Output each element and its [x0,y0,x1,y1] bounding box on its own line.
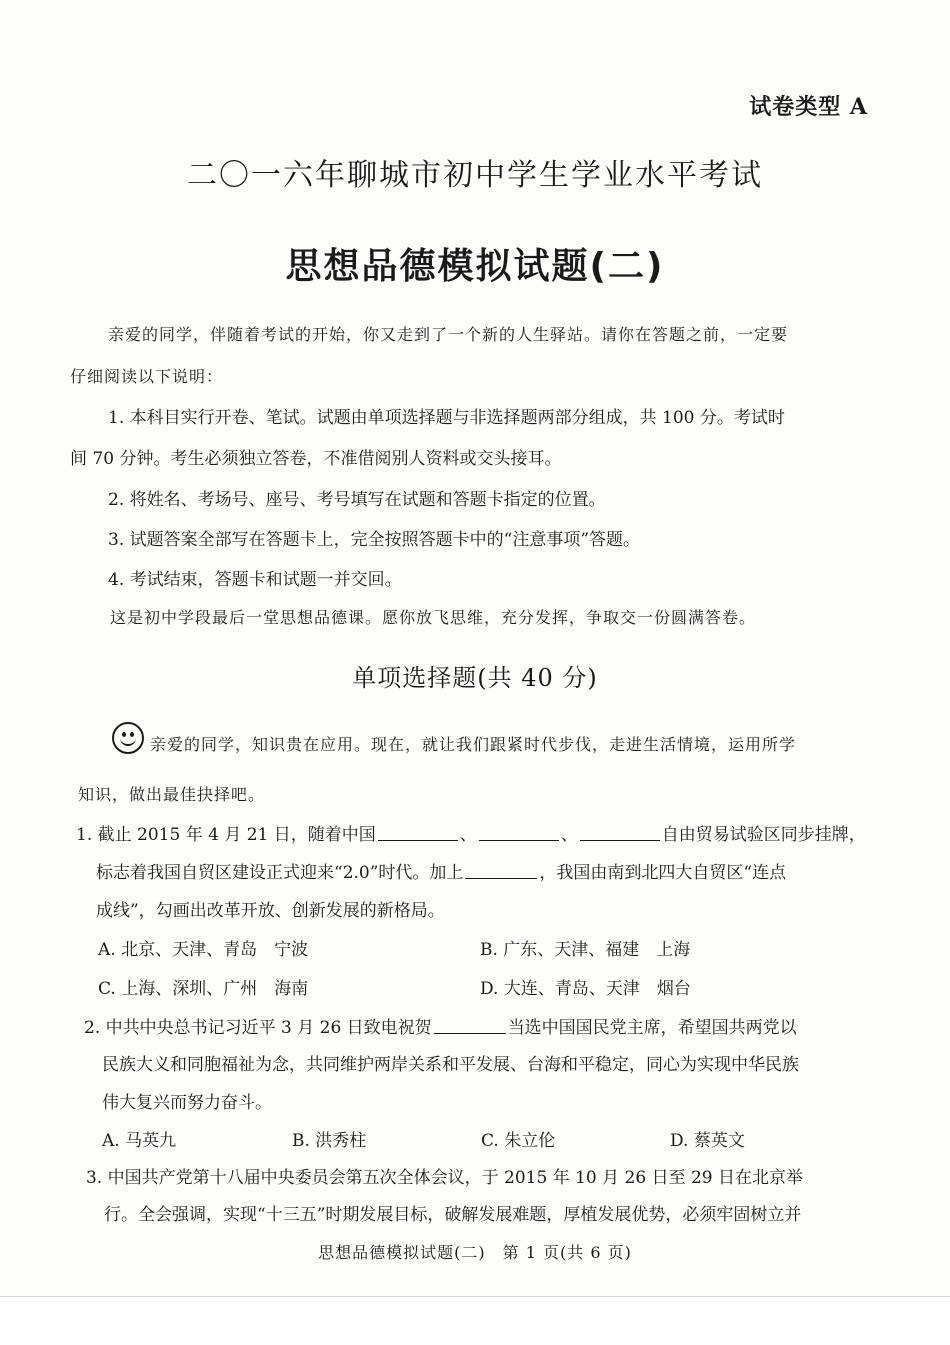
question-3-line-2: 行。全会强调，实现“十三五”时期发展目标，破解发展难题，厚植发展优势，必须牢固树立并 [104,1205,802,1225]
subject-title: 思想品德模拟试题(二) [285,246,665,287]
question-1-line-3: 成线”，勾画出改革开放、创新发展的新格局。 [96,901,445,921]
q1-blank-1 [378,824,458,841]
section-intro-line-2: 知识，做出最佳抉择吧。 [78,785,266,804]
q2-option-b: B. 洪秀柱 [292,1131,367,1151]
q1-option-c: C. 上海、深圳、广州 海南 [98,979,309,999]
closing-message: 这是初中学段最后一堂思想品德课。愿你放飞思维，充分发挥，争取交一份圆满答卷。 [110,608,757,627]
q2-option-c: C. 朱立伦 [481,1131,556,1151]
intro-line-2: 仔细阅读以下说明： [70,367,224,386]
q1-blank-2 [479,824,559,841]
q1-text-a: 1. 截止 2015 年 4 月 21 日，随着中国 [76,825,376,845]
intro-line-1: 亲爱的同学，伴随着考试的开始，你又走到了一个新的人生驿站。请你在答题之前，一定要 [108,325,789,344]
question-2-line-3: 伟大复兴而努力奋斗。 [102,1093,272,1113]
q1-option-d: D. 大连、青岛、天津 烟台 [480,979,691,999]
q1-text-b: 自由贸易试验区同步挂牌， [661,825,866,845]
smiley-face-icon [112,722,144,754]
q1-separator-1: 、 [459,825,477,845]
q1-blank-3 [580,824,660,841]
question-1-line-1 [76,820,866,845]
page-bottom-margin [0,1296,950,1345]
question-3-line-1: 3. 中国共产党第十八届中央委员会第五次全体会议，于 2015 年 10 月 26 日至 29 日在北京举 [86,1168,804,1188]
q1-text-c: 标志着我国自贸区建设正式迎来“2.0”时代。加上 [96,863,464,883]
question-1-line-2 [96,858,786,883]
q1-separator-2: 、 [560,825,578,845]
q1-text-d: ，我国由南到北四大自贸区“连点 [539,863,787,883]
q1-option-b: B. 广东、天津、福建 上海 [480,940,691,960]
q1-option-a: A. 北京、天津、青岛 宁波 [98,940,309,960]
rule-1-line-2: 间 70 分钟。考生必须独立答卷，不准借阅别人资料或交头接耳。 [70,449,562,469]
q2-option-a: A. 马英九 [102,1131,177,1151]
exam-title: 二〇一六年聊城市初中学生学业水平考试 [187,158,763,193]
q2-text-a: 2. 中共中央总书记习近平 3 月 26 日致电祝贺 [84,1018,432,1038]
rule-1-line-1: 1. 本科目实行开卷、笔试。试题由单项选择题与非选择题两部分组成，共 100 分。考试时 [108,408,785,428]
section-title: 单项选择题(共 40 分) [352,664,598,692]
paper-type-label: 试卷类型 A [749,94,868,120]
rule-4: 4. 考试结束，答题卡和试题一并交回。 [108,570,402,590]
q2-text-b: 当选中国国民党主席，希望国共两党以 [507,1018,797,1038]
rule-3: 3. 试题答案全部写在答题卡上，完全按照答题卡中的“注意事项”答题。 [108,530,641,550]
section-intro-line-1: 亲爱的同学，知识贵在应用。现在，就让我们跟紧时代步伐，走进生活情境，运用所学 [150,735,797,754]
rule-2: 2. 将姓名、考场号、座号、考号填写在试题和答题卡指定的位置。 [108,490,606,510]
page-footer: 思想品德模拟试题(二) 第 1 页(共 6 页) [318,1243,632,1262]
question-2-line-2: 民族大义和同胞福祉为念，共同维护两岸关系和平发展、台海和平稳定，同心为实现中华民族 [102,1055,799,1075]
q2-blank [434,1017,506,1034]
q1-blank-4 [465,862,537,879]
q2-option-d: D. 蔡英文 [670,1131,745,1151]
question-2-line-1 [84,1013,797,1038]
